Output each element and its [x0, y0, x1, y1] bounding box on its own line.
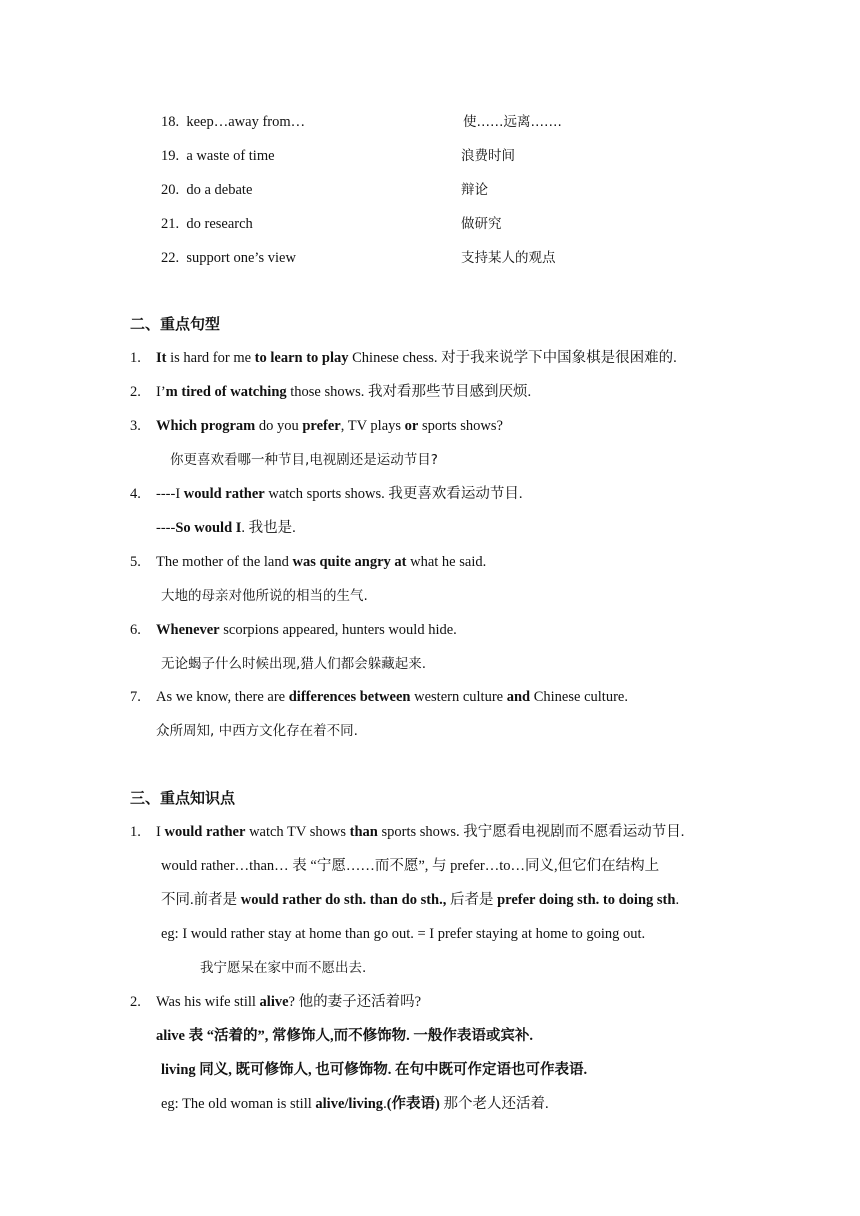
section-heading-key-points: 三、重点知识点	[130, 789, 236, 807]
sentence-number: 6.	[130, 622, 141, 638]
sentence-4: ----I would rather watch sports shows. 我更喜欢看运动节目.	[156, 486, 523, 502]
point-2-example: eg: The old woman is still alive/living.(作表语) 那个老人还活着.	[161, 1096, 549, 1112]
point-1-example-translation: 我宁愿呆在家中而不愿出去.	[200, 960, 367, 976]
sentence-number: 1.	[130, 350, 141, 366]
sentence-5-translation: 大地的母亲对他所说的相当的生气.	[161, 588, 368, 604]
sentence-6: Whenever scorpions appeared, hunters would hide.	[156, 622, 457, 638]
point-number: 2.	[130, 994, 141, 1010]
sentence-7-translation: 众所周知, 中西方文化存在着不同.	[156, 723, 358, 739]
point-1-sentence: I would rather watch TV shows than sports shows. 我宁愿看电视剧而不愿看运动节目.	[156, 824, 685, 840]
sentence-number: 2.	[130, 384, 141, 400]
vocab-22-en: 22. support one’s view	[161, 250, 296, 266]
vocab-21-zh: 做研究	[461, 216, 502, 232]
vocab-19-en: 19. a waste of time	[161, 148, 275, 164]
point-1-explanation: would rather…than… 表 “宁愿……而不愿”, 与 prefer…to…同义,但它们在结构上	[161, 858, 660, 874]
vocab-18-en: 18. keep…away from…	[161, 114, 306, 130]
vocab-21-en: 21. do research	[161, 216, 253, 232]
sentence-number: 4.	[130, 486, 141, 502]
sentence-number: 7.	[130, 689, 141, 705]
sentence-6-translation: 无论蝎子什么时候出现,猎人们都会躲藏起来.	[161, 656, 427, 672]
sentence-3: Which program do you prefer, TV plays or sports shows?	[156, 418, 503, 434]
sentence-1: It is hard for me to learn to play Chinese chess. 对于我来说学下中国象棋是很困难的.	[156, 350, 677, 366]
point-2-living-note: living 同义, 既可修饰人, 也可修饰物. 在句中既可作定语也可作表语.	[161, 1062, 588, 1078]
section-heading-key-sentences: 二、重点句型	[130, 315, 221, 333]
vocab-20-zh: 辩论	[461, 182, 488, 198]
point-1-structure: 不同.前者是 would rather do sth. than do sth., 后者是 prefer doing sth. to doing sth.	[161, 892, 680, 908]
point-2-alive-note: alive 表 “活着的”, 常修饰人,而不修饰物. 一般作表语或宾补.	[156, 1028, 533, 1044]
sentence-4-reply: ----So would I. 我也是.	[156, 520, 296, 536]
point-number: 1.	[130, 824, 141, 840]
vocab-20-en: 20. do a debate	[161, 182, 253, 198]
vocab-18-zh: 使……远离…….	[463, 114, 562, 130]
vocab-22-zh: 支持某人的观点	[461, 250, 556, 266]
sentence-number: 5.	[130, 554, 141, 570]
sentence-3-translation: 你更喜欢看哪一种节目,电视剧还是运动节目?	[170, 452, 438, 468]
sentence-7: As we know, there are differences between western culture and Chinese culture.	[156, 689, 628, 705]
point-2-sentence: Was his wife still alive? 他的妻子还活着吗?	[156, 994, 422, 1010]
point-1-example: eg: I would rather stay at home than go out. = I prefer staying at home to going out.	[161, 926, 646, 942]
vocab-19-zh: 浪费时间	[461, 148, 515, 164]
sentence-5: The mother of the land was quite angry at what he said.	[156, 554, 487, 570]
sentence-2: I’m tired of watching those shows. 我对看那些节目感到厌烦.	[156, 384, 532, 400]
sentence-number: 3.	[130, 418, 141, 434]
